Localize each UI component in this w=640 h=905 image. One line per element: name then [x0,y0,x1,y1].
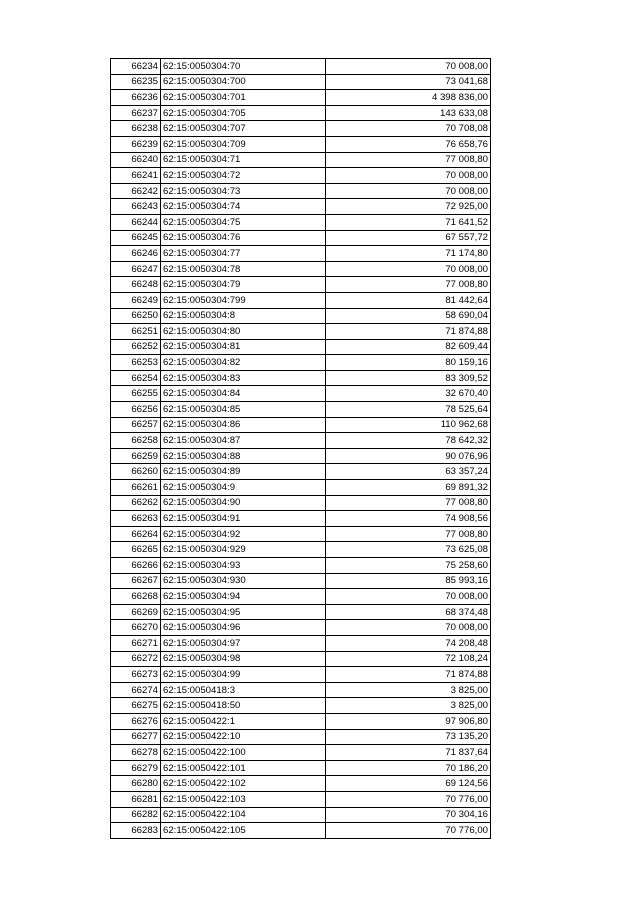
value-cell: 71 874,88 [326,667,491,683]
row-number-cell: 66274 [111,682,161,698]
value-cell: 82 609,44 [326,339,491,355]
row-number-cell: 66275 [111,698,161,714]
cadastral-number-cell: 62:15:0050422:103 [161,791,326,807]
row-number-cell: 66242 [111,183,161,199]
value-cell: 70 008,00 [326,59,491,75]
value-cell: 110 962,68 [326,417,491,433]
cadastral-number-cell: 62:15:0050304:8 [161,308,326,324]
value-cell: 143 633,08 [326,105,491,121]
row-number-cell: 66263 [111,511,161,527]
value-cell: 80 159,16 [326,355,491,371]
table-row [111,448,491,464]
value-cell: 70 776,00 [326,791,491,807]
cadastral-number-cell: 62:15:0050304:929 [161,542,326,558]
value-cell: 77 008,80 [326,495,491,511]
cadastral-number-cell: 62:15:0050304:79 [161,277,326,293]
cadastral-number-cell: 62:15:0050304:90 [161,495,326,511]
row-number-cell: 66247 [111,261,161,277]
cadastral-number-cell: 62:15:0050304:85 [161,402,326,418]
cadastral-number-cell: 62:15:0050422:10 [161,729,326,745]
row-number-cell: 66266 [111,558,161,574]
table-row [111,823,491,839]
table-row [111,480,491,496]
cadastral-number-cell: 62:15:0050304:76 [161,230,326,246]
row-number-cell: 66245 [111,230,161,246]
table-row [111,292,491,308]
table-row [111,807,491,823]
cadastral-number-cell: 62:15:0050304:799 [161,292,326,308]
table-row [111,183,491,199]
value-cell: 74 208,48 [326,635,491,651]
row-number-cell: 66265 [111,542,161,558]
cadastral-number-cell: 62:15:0050422:105 [161,823,326,839]
value-cell: 73 041,68 [326,74,491,90]
row-number-cell: 66269 [111,604,161,620]
cadastral-number-cell: 62:15:0050304:83 [161,370,326,386]
row-number-cell: 66244 [111,214,161,230]
value-cell: 32 670,40 [326,386,491,402]
table-row [111,526,491,542]
table-row [111,199,491,215]
value-cell: 70 776,00 [326,823,491,839]
cadastral-number-cell: 62:15:0050304:84 [161,386,326,402]
value-cell: 3 825,00 [326,698,491,714]
row-number-cell: 66270 [111,620,161,636]
row-number-cell: 66246 [111,246,161,262]
row-number-cell: 66237 [111,105,161,121]
table-row [111,433,491,449]
table-row [111,370,491,386]
value-cell: 73 135,20 [326,729,491,745]
value-cell: 85 993,16 [326,573,491,589]
table-row [111,214,491,230]
table-row [111,152,491,168]
value-cell: 70 008,00 [326,589,491,605]
value-cell: 77 008,80 [326,277,491,293]
cadastral-number-cell: 62:15:0050422:100 [161,745,326,761]
row-number-cell: 66280 [111,776,161,792]
value-cell: 74 908,56 [326,511,491,527]
row-number-cell: 66256 [111,402,161,418]
value-cell: 70 186,20 [326,760,491,776]
table-row [111,90,491,106]
table-row [111,121,491,137]
value-cell: 71 874,88 [326,324,491,340]
cadastral-number-cell: 62:15:0050422:101 [161,760,326,776]
table-row [111,776,491,792]
row-number-cell: 66254 [111,370,161,386]
row-number-cell: 66240 [111,152,161,168]
cadastral-number-cell: 62:15:0050304:91 [161,511,326,527]
value-cell: 90 076,96 [326,448,491,464]
value-cell: 78 525,64 [326,402,491,418]
cadastral-number-cell: 62:15:0050304:707 [161,121,326,137]
cadastral-number-cell: 62:15:0050304:705 [161,105,326,121]
row-number-cell: 66261 [111,480,161,496]
cadastral-number-cell: 62:15:0050304:73 [161,183,326,199]
cadastral-number-cell: 62:15:0050304:930 [161,573,326,589]
cadastral-number-cell: 62:15:0050304:95 [161,604,326,620]
value-cell: 77 008,80 [326,152,491,168]
row-number-cell: 66241 [111,168,161,184]
table-row [111,386,491,402]
cadastral-number-cell: 62:15:0050304:80 [161,324,326,340]
table-row [111,417,491,433]
row-number-cell: 66243 [111,199,161,215]
row-number-cell: 66255 [111,386,161,402]
value-cell: 63 357,24 [326,464,491,480]
table-row [111,277,491,293]
value-cell: 71 837,64 [326,745,491,761]
table-row [111,745,491,761]
cadastral-number-cell: 62:15:0050422:102 [161,776,326,792]
cadastral-number-cell: 62:15:0050304:77 [161,246,326,262]
cadastral-number-cell: 62:15:0050304:700 [161,74,326,90]
table-row [111,791,491,807]
value-cell: 70 304,16 [326,807,491,823]
row-number-cell: 66236 [111,90,161,106]
cadastral-number-cell: 62:15:0050304:86 [161,417,326,433]
value-cell: 58 690,04 [326,308,491,324]
value-cell: 68 374,48 [326,604,491,620]
row-number-cell: 66262 [111,495,161,511]
table-row [111,542,491,558]
cadastral-number-cell: 62:15:0050304:98 [161,651,326,667]
row-number-cell: 66267 [111,573,161,589]
value-cell: 81 442,64 [326,292,491,308]
cadastral-number-cell: 62:15:0050304:701 [161,90,326,106]
value-cell: 83 309,52 [326,370,491,386]
row-number-cell: 66279 [111,760,161,776]
table-row [111,760,491,776]
row-number-cell: 66253 [111,355,161,371]
row-number-cell: 66276 [111,713,161,729]
table-row [111,589,491,605]
row-number-cell: 66272 [111,651,161,667]
cadastral-number-cell: 62:15:0050304:74 [161,199,326,215]
row-number-cell: 66258 [111,433,161,449]
value-cell: 73 625,08 [326,542,491,558]
value-cell: 4 398 836,00 [326,90,491,106]
cadastral-number-cell: 62:15:0050304:709 [161,136,326,152]
value-cell: 76 658,76 [326,136,491,152]
row-number-cell: 66283 [111,823,161,839]
value-cell: 3 825,00 [326,682,491,698]
table-row [111,698,491,714]
table-row [111,402,491,418]
table-row [111,464,491,480]
row-number-cell: 66257 [111,417,161,433]
table-row [111,573,491,589]
row-number-cell: 66249 [111,292,161,308]
row-number-cell: 66259 [111,448,161,464]
table-row [111,308,491,324]
table-row [111,495,491,511]
table-row [111,511,491,527]
row-number-cell: 66252 [111,339,161,355]
cadastral-number-cell: 62:15:0050304:9 [161,480,326,496]
row-number-cell: 66250 [111,308,161,324]
cadastral-number-cell: 62:15:0050304:89 [161,464,326,480]
row-number-cell: 66234 [111,59,161,75]
cadastral-number-cell: 62:15:0050304:72 [161,168,326,184]
cadastral-number-cell: 62:15:0050304:87 [161,433,326,449]
table-row [111,246,491,262]
table-row [111,324,491,340]
cadastral-number-cell: 62:15:0050418:3 [161,682,326,698]
value-cell: 71 641,52 [326,214,491,230]
row-number-cell: 66264 [111,526,161,542]
cadastral-number-cell: 62:15:0050422:104 [161,807,326,823]
table-row [111,635,491,651]
cadastral-number-cell: 62:15:0050304:81 [161,339,326,355]
value-cell: 97 906,80 [326,713,491,729]
row-number-cell: 66235 [111,74,161,90]
cadastral-number-cell: 62:15:0050304:78 [161,261,326,277]
table-row [111,355,491,371]
cadastral-number-cell: 62:15:0050304:96 [161,620,326,636]
value-cell: 72 108,24 [326,651,491,667]
value-cell: 72 925,00 [326,199,491,215]
cadastral-number-cell: 62:15:0050304:82 [161,355,326,371]
table-row [111,74,491,90]
value-cell: 70 008,00 [326,183,491,199]
cadastral-number-cell: 62:15:0050304:93 [161,558,326,574]
row-number-cell: 66281 [111,791,161,807]
row-number-cell: 66268 [111,589,161,605]
table-row [111,339,491,355]
row-number-cell: 66238 [111,121,161,137]
row-number-cell: 66251 [111,324,161,340]
table-row [111,59,491,75]
cadastral-number-cell: 62:15:0050304:75 [161,214,326,230]
row-number-cell: 66248 [111,277,161,293]
row-number-cell: 66278 [111,745,161,761]
value-cell: 78 642,32 [326,433,491,449]
value-cell: 67 557,72 [326,230,491,246]
row-number-cell: 66277 [111,729,161,745]
value-cell: 70 708,08 [326,121,491,137]
cadastral-number-cell: 62:15:0050304:71 [161,152,326,168]
table-row [111,558,491,574]
table-row [111,729,491,745]
value-cell: 70 008,00 [326,620,491,636]
cadastral-number-cell: 62:15:0050304:97 [161,635,326,651]
table-row [111,620,491,636]
row-number-cell: 66260 [111,464,161,480]
row-number-cell: 66282 [111,807,161,823]
cadastral-number-cell: 62:15:0050418:50 [161,698,326,714]
value-cell: 69 124,56 [326,776,491,792]
table-row [111,667,491,683]
value-cell: 70 008,00 [326,168,491,184]
table-row [111,105,491,121]
cadastral-number-cell: 62:15:0050422:1 [161,713,326,729]
value-cell: 75 258,60 [326,558,491,574]
cadastral-number-cell: 62:15:0050304:94 [161,589,326,605]
value-cell: 71 174,80 [326,246,491,262]
table-row [111,168,491,184]
row-number-cell: 66273 [111,667,161,683]
cadastral-number-cell: 62:15:0050304:88 [161,448,326,464]
table-row [111,230,491,246]
table-row [111,713,491,729]
table-row [111,604,491,620]
cadastral-value-table [110,58,491,839]
table-row [111,651,491,667]
table-row [111,682,491,698]
row-number-cell: 66239 [111,136,161,152]
cadastral-number-cell: 62:15:0050304:92 [161,526,326,542]
value-cell: 70 008,00 [326,261,491,277]
value-cell: 69 891,32 [326,480,491,496]
cadastral-number-cell: 62:15:0050304:99 [161,667,326,683]
table-row [111,136,491,152]
row-number-cell: 66271 [111,635,161,651]
table-body [111,59,491,839]
table-row [111,261,491,277]
value-cell: 77 008,80 [326,526,491,542]
cadastral-number-cell: 62:15:0050304:70 [161,59,326,75]
